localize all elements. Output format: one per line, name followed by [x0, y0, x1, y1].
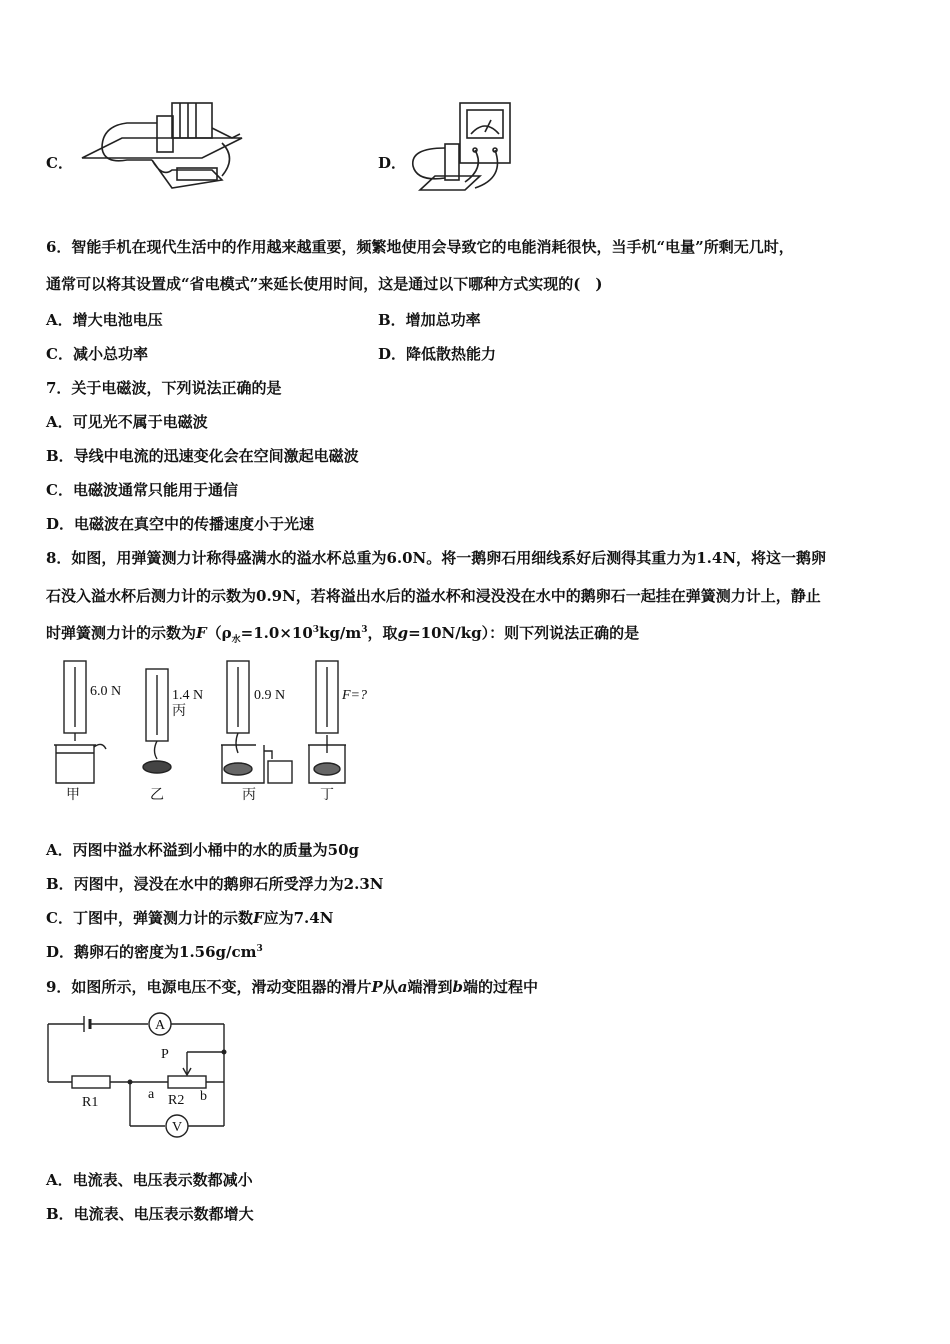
ammeter-label: A — [155, 1018, 166, 1033]
caption-jia: 甲 — [66, 788, 80, 803]
q9-option-b[interactable]: B．电流表、电压表示数都增大 — [46, 1205, 254, 1223]
circuit-diagram — [44, 1008, 244, 1144]
caption-bing: 丙 — [242, 788, 256, 803]
reading-2-sub: 丙 — [172, 704, 186, 719]
spring-scale-figure — [46, 655, 396, 805]
slider-label: P — [161, 1047, 169, 1062]
option-c-label: C． — [46, 154, 73, 172]
caption-yi: 乙 — [150, 788, 164, 803]
generator-figure-d — [405, 98, 520, 196]
q7-option-c[interactable]: C．电磁波通常只能用于通信 — [46, 481, 238, 499]
caption-ding: 丁 — [320, 788, 334, 803]
resistor-r1 — [72, 1076, 110, 1088]
generator-figure-c — [72, 98, 252, 196]
reading-3: 0.9 N — [254, 688, 286, 703]
q9-stem: 9．如图所示，电源电压不变，滑动变阻器的滑片P从a端滑到b端的过程中 — [46, 978, 539, 996]
end-b-label: b — [200, 1089, 207, 1104]
q8-option-c[interactable]: C．丁图中，弹簧测力计的示数F应为7.4N — [46, 909, 334, 927]
reading-2: 1.4 N — [172, 688, 204, 703]
voltmeter-label: V — [172, 1120, 183, 1135]
rheostat-r2 — [168, 1076, 206, 1088]
reading-4: F=? — [342, 688, 367, 703]
q8-option-a[interactable]: A．丙图中溢水杯溢到小桶中的水的质量为50g — [46, 841, 360, 859]
q8-option-d[interactable]: D．鹅卵石的密度为$1.56g/cm^3$ — [46, 943, 263, 961]
end-a-label: a — [148, 1087, 155, 1102]
q8-option-b[interactable]: B．丙图中，浸没在水中的鹅卵石所受浮力为2.3N — [46, 875, 384, 893]
q6-stem-line2: 通常可以将其设置成“省电模式”来延长使用时间，这是通过以下哪种方式实现的( ) — [46, 275, 603, 293]
reading-1: 6.0 N — [90, 684, 122, 699]
r2-label: R2 — [168, 1093, 185, 1108]
q6-option-b[interactable]: B．增加总功率 — [378, 311, 481, 329]
r1-label: R1 — [82, 1095, 99, 1110]
q8-stem-line2: 石没入溢水杯后测力计的示数为0.9N，若将溢出水后的溢水杯和浸没没在水中的鹅卵石一起挂在弹簧测力计上，静止 — [46, 587, 821, 605]
q7-stem: 7．关于电磁波，下列说法正确的是 — [46, 379, 282, 397]
q7-option-d[interactable]: D．电磁波在真空中的传播速度小于光速 — [46, 515, 315, 533]
q8-stem-line3: 时弹簧测力计的示数为$F(\rho_水=1.0\times 10^3kg/m^3$，取g=10N/kg）：则下列说法正确的是 — [46, 624, 640, 645]
q6-option-a[interactable]: A．增大电池电压 — [46, 311, 163, 329]
q9-option-a[interactable]: A．电流表、电压表示数都减小 — [46, 1171, 253, 1189]
option-d-label: D． — [378, 154, 407, 172]
q7-option-a[interactable]: A．可见光不属于电磁波 — [46, 413, 208, 431]
q8-stem-line1: 8．如图，用弹簧测力计称得盛满水的溢水杯总重为6.0N。将一鹅卵石用细线系好后测得其重力为1.4N，将这一鹅卵 — [46, 549, 827, 567]
q6-stem-line1: 6．智能手机在现代生活中的作用越来越重要，频繁地使用会导致它的电能消耗很快，当手机“电量”所剩无几时， — [46, 238, 794, 256]
q6-option-d[interactable]: D．降低散热能力 — [378, 345, 497, 363]
q6-option-c[interactable]: C．减小总功率 — [46, 345, 148, 363]
q7-option-b[interactable]: B．导线中电流的迅速变化会在空间激起电磁波 — [46, 447, 359, 465]
